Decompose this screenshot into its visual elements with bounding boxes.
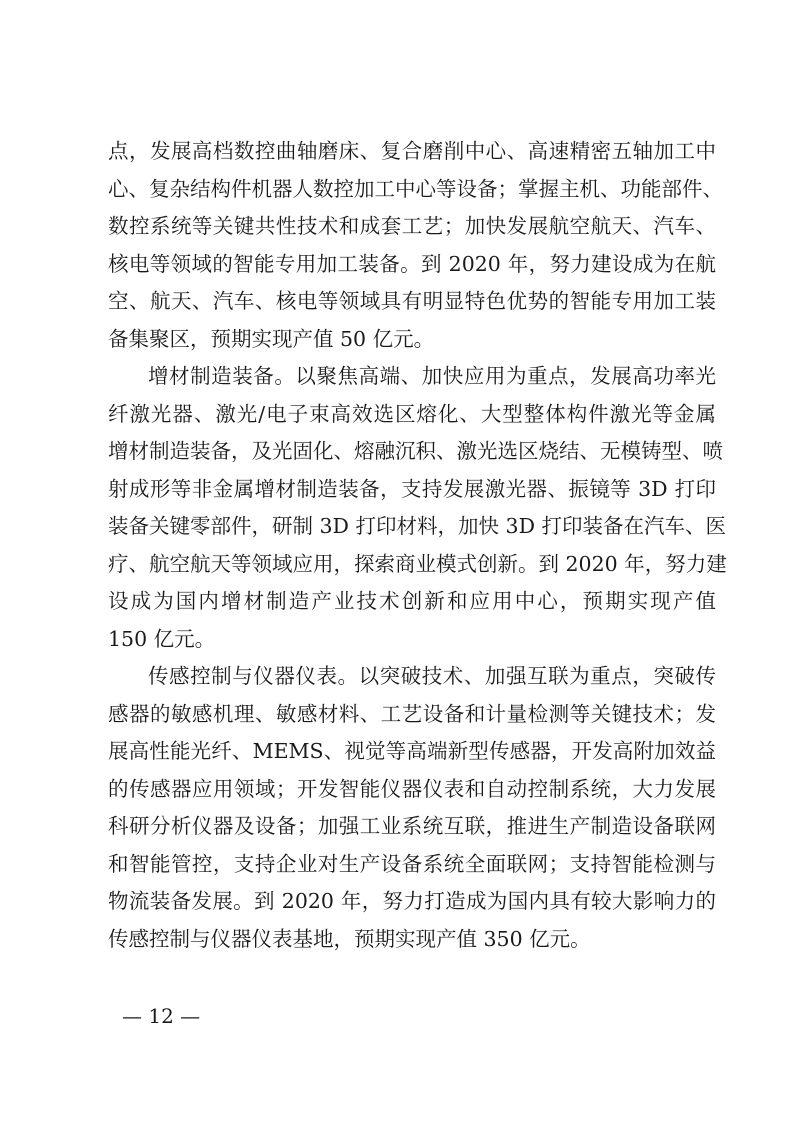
text-line: 心、复杂结构件机器人数控加工中心等设备；掌握主机、功能部件、 [108, 176, 723, 201]
text-line: 核电等领域的智能专用加工装备。到 2020 年，努力建设成为在航 [108, 251, 716, 276]
text-line: 纤激光器、激光/电子束高效选区熔化、大型整体构件激光等金属 [108, 401, 716, 426]
text-line: 和智能管控，支持企业对生产设备系统全面联网；支持智能检测与 [108, 851, 716, 876]
text-line: 感器的敏感机理、敏感材料、工艺设备和计量检测等关键技术；发 [108, 701, 716, 726]
paragraph-1 [108, 133, 723, 358]
text-line: 科研分析仪器及设备；加强工业系统互联，推进生产制造设备联网 [108, 814, 716, 838]
text-line: 射成形等非金属增材制造装备，支持发展激光器、振镜等 3D 打印 [108, 476, 716, 501]
text-line: 增材制造装备。以聚焦高端、加快应用为重点，发展高功率光 [148, 364, 716, 388]
page-number: — 12 — [122, 1004, 201, 1028]
paragraph-2 [108, 358, 727, 658]
text-line: 点，发展高档数控曲轴磨床、复合磨削中心、高速精密五轴加工中 [108, 139, 716, 163]
text-line: 设成为国内增材制造产业技术创新和应用中心，预期实现产值 [108, 589, 716, 613]
text-line: 数控系统等关键共性技术和成套工艺；加快发展航空航天、汽车、 [108, 214, 716, 238]
text-line: 传感控制与仪器仪表基地，预期实现产值 350 亿元。 [108, 926, 591, 951]
text-line: 增材制造装备，及光固化、熔融沉积、激光选区烧结、无模铸型、喷 [108, 439, 723, 463]
text-line: 疗、航空航天等领域应用，探索商业模式创新。到 2020 年，努力建 [108, 551, 727, 576]
text-line: 150 亿元。 [108, 626, 216, 651]
paragraph-3 [108, 658, 716, 958]
text-line: 物流装备发展。到 2020 年，努力打造成为国内具有较大影响力的 [108, 889, 716, 913]
body-text [108, 133, 727, 958]
text-line: 空、航天、汽车、核电等领域具有明显特色优势的智能专用加工装 [108, 289, 716, 313]
text-line: 装备关键零部件，研制 3D 打印材料，加快 3D 打印装备在汽车、医 [108, 514, 727, 538]
text-line: 备集聚区，预期实现产值 50 亿元。 [108, 326, 435, 351]
text-line: 展高性能光纤、MEMS、视觉等高端新型传感器，开发高附加效益 [108, 739, 716, 763]
text-line: 的传感器应用领域；开发智能仪器仪表和自动控制系统，大力发展 [108, 776, 716, 801]
text-line: 传感控制与仪器仪表。以突破技术、加强互联为重点，突破传 [148, 664, 716, 688]
